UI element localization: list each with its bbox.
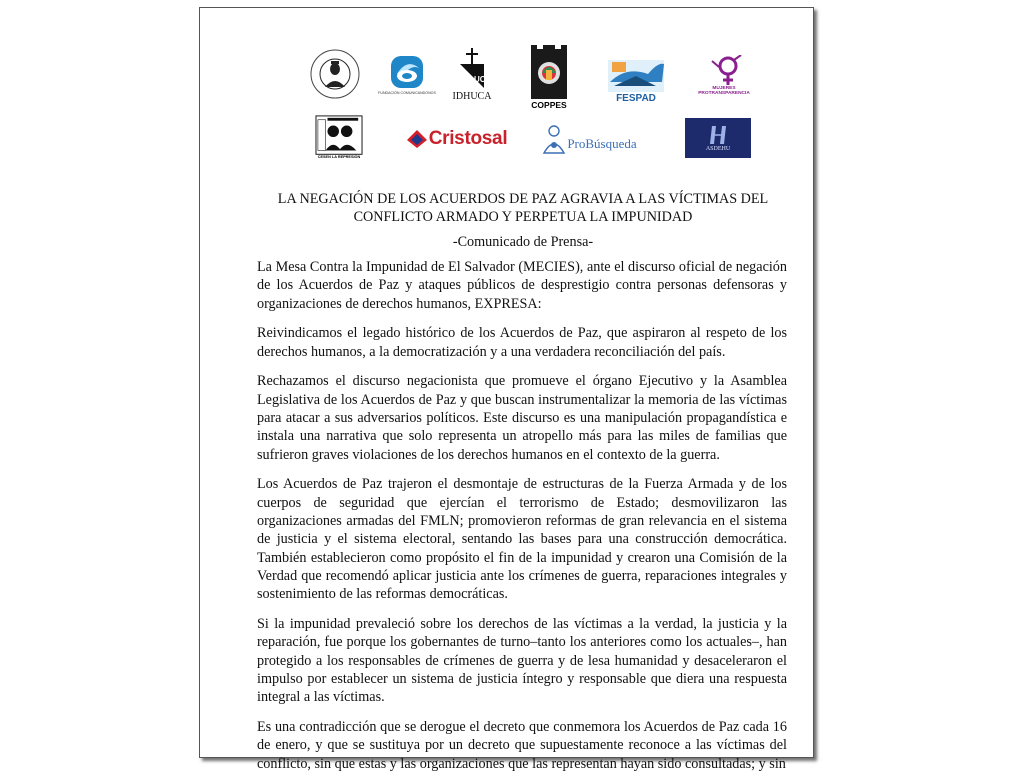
logo-caption-probusqueda: ProBúsqueda (567, 136, 637, 151)
logo-caption-comunicandonos: FUNDACIÓN COMUNICANDONOS (378, 91, 436, 96)
svg-text:UCA: UCA (474, 75, 492, 84)
logo-cristosal (404, 125, 508, 153)
paragraph-6: Es una contradicción que se derogue el decreto que conmemora los Acuerdos de Paz cada 16 de enero, y que se sustituya por un decreto que supuestamente reconoce a las víctimas del conflicto, sin que estas y las organizaciones que las representan hayan sido consultadas; y sin (257, 719, 787, 772)
logo-mujeres-protransparencia (691, 53, 757, 99)
logo-caption-asdehu: ASDEHU (705, 146, 731, 152)
logo-asdehu (685, 118, 751, 158)
document-subtitle: -Comunicado de Prensa- (452, 234, 594, 250)
document-title: LA NEGACIÓN DE LOS ACUERDOS DE PAZ AGRAVIA A LAS VÍCTIMAS DEL CONFLICTO ARMADO Y PERPETUA LA IMPUNIDAD (277, 191, 769, 225)
logo-probusqueda (539, 120, 639, 158)
logo-fespad (604, 50, 668, 106)
logo-caption-idhuca: IDHUCA (452, 91, 492, 102)
logo-comunicandonos (378, 50, 436, 100)
paragraph-1: La Mesa Contra la Impunidad de El Salvador (MECIES), ante el discurso oficial de negación de los Acuerdos de Paz y ataques públicos de desprestigio contra personas defensoras y organizaciones de derechos humanos, EXPRESA: (257, 259, 787, 312)
logo-caption-mujeres: MUJERES PROTRANSPARENCIA (698, 86, 750, 96)
logo-caption-cristosal: Cristosal (428, 128, 508, 149)
logo-cesen-represion (312, 114, 366, 160)
logo-concertacion-romero (302, 46, 368, 102)
paragraph-5: Si la impunidad prevaleció sobre los derechos de las víctimas a la verdad, la justicia y la reparación, fue porque los gobernantes de turno–tanto los anteriores como los actuales–, han protegido a los responsables de crímenes de guerra y de lesa humanidad y desaceleraron el impulso por establecer un sistema de justicia íntegro y responsable que diera una respuesta integral a las víctimas. (257, 616, 787, 706)
paragraph-3: Rechazamos el discurso negacionista que promueve el órgano Ejecutivo y la Asamblea Legislativa de los Acuerdos de Paz y que buscan instrumentalizar la memoria de las víctimas para atacar a sus adversarios políticos. Este discurso es una manipulación propagandística e instala una narrativa que solo representa un atropello más para las miles de familias que sufrieron graves violaciones de los derechos humanos en el contexto de la guerra. (257, 373, 787, 463)
logo-caption-cesen: CESEN LA REPRESIÓN (317, 155, 361, 160)
logo-idhuca (448, 44, 496, 104)
paragraph-2: Reivindicamos el legado histórico de los Acuerdos de Paz, que aspiraron al respeto de los derechos humanos, a la democratización y a una verdadera reconciliación del país. (257, 325, 787, 360)
logo-caption-coppes: COPPES (531, 99, 567, 110)
logo-coppes (524, 40, 574, 112)
document-body (257, 258, 787, 784)
paragraph-4: Los Acuerdos de Paz trajeron el desmontaje de estructuras de la Fuerza Armada y de los cuerpos de seguridad que ejercían el terrorismo de Estado; desmovilizaron las organizaciones armadas del FMLN; promovieron reformas de gran relevancia en el sistema de justicia y el sistema electoral, sentando las bases para una construcción democrática. También establecieron como propósito el fin de la impunidad y crearon una Comisión de la Verdad que recomendó aplicar justicia ante los crímenes de guerra, reparaciones integrales y sostenimiento de las reformas democráticas. (257, 476, 787, 603)
logo-caption-fespad: FESPAD (616, 93, 656, 104)
